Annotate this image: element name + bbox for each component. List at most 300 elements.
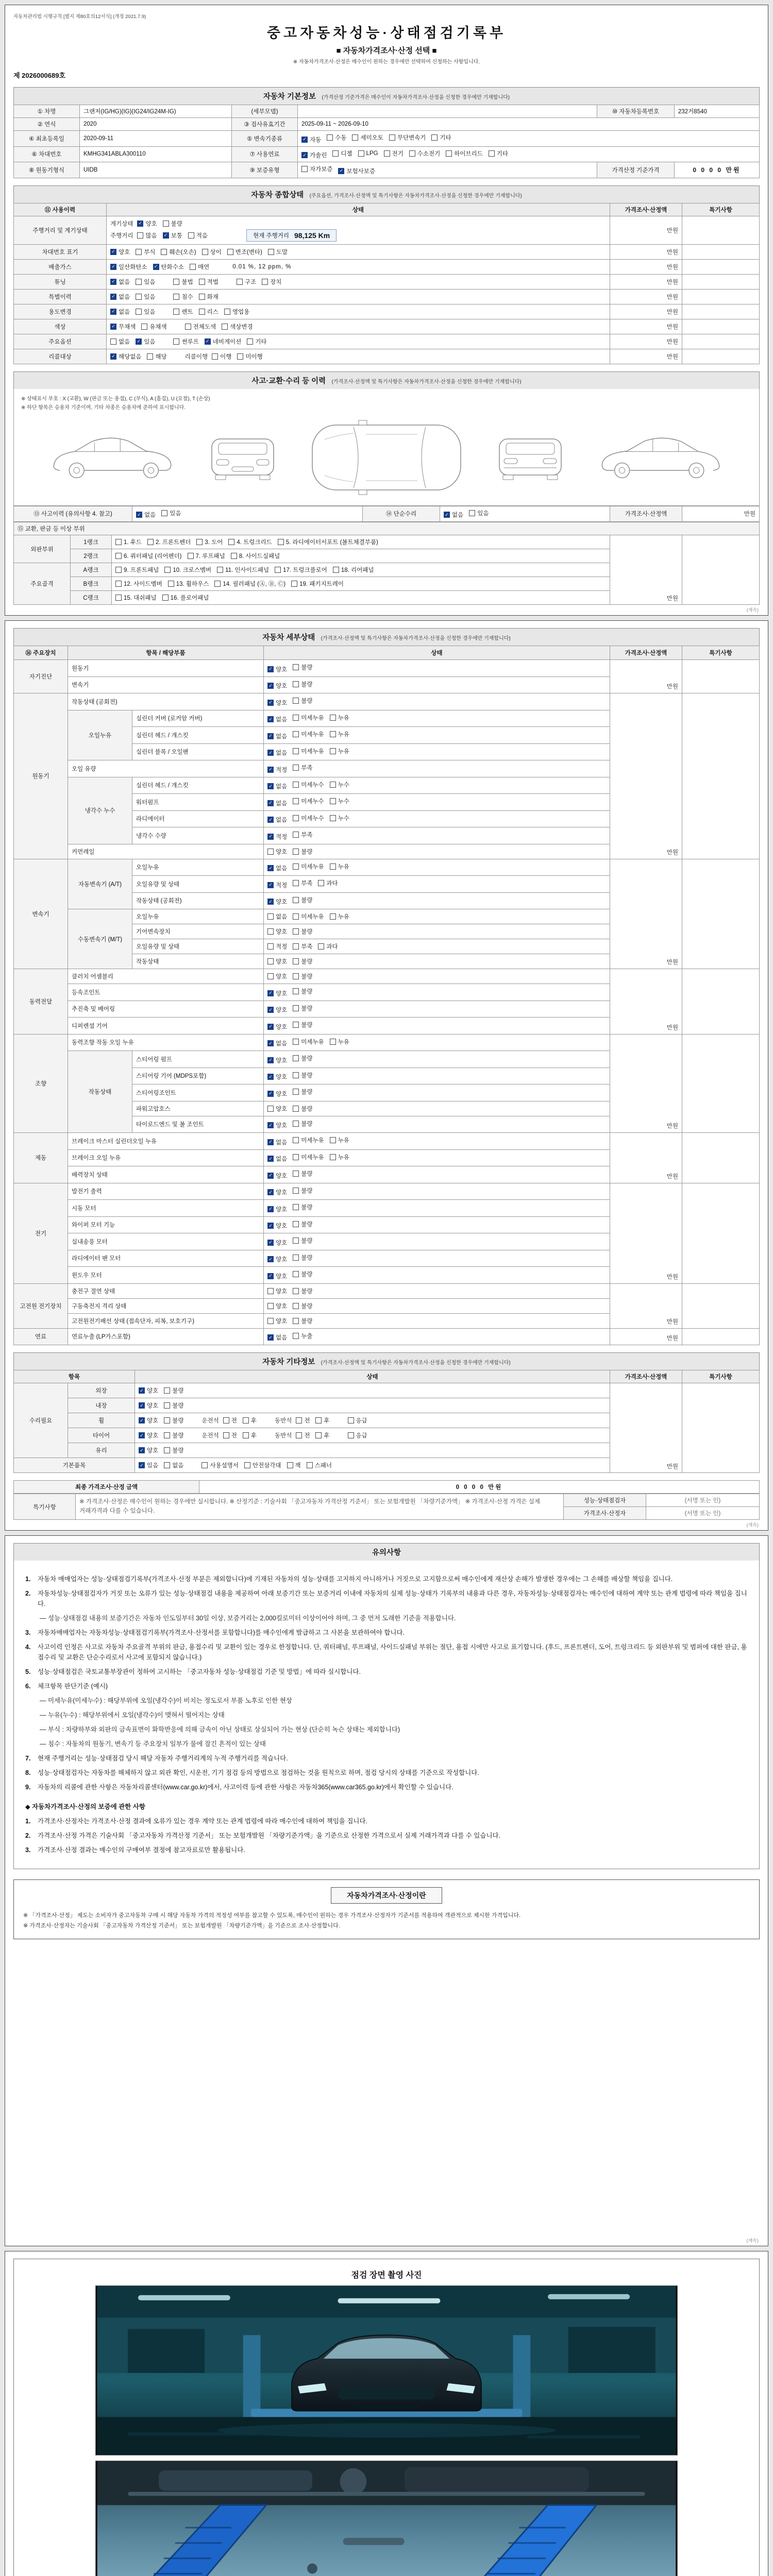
checkbox-option[interactable]	[293, 714, 324, 722]
checkbox[interactable]	[293, 1238, 299, 1244]
checkbox-option[interactable]	[348, 1431, 367, 1439]
checkbox[interactable]	[168, 581, 174, 587]
checkbox-option[interactable]	[293, 862, 324, 871]
checkbox[interactable]	[141, 324, 147, 330]
checkbox-option[interactable]	[196, 538, 223, 546]
checkbox[interactable]: ✓	[110, 324, 116, 330]
checkbox[interactable]	[163, 221, 169, 227]
checkbox[interactable]	[267, 958, 274, 964]
checkbox-option[interactable]	[330, 797, 349, 805]
checkbox-option[interactable]	[267, 864, 287, 872]
checkbox-option[interactable]	[327, 133, 346, 142]
checkbox-option[interactable]	[330, 862, 349, 871]
checkbox-option[interactable]	[332, 149, 352, 158]
checkbox-option[interactable]	[348, 1416, 367, 1425]
checkbox-option[interactable]	[136, 248, 155, 256]
checkbox-option[interactable]	[115, 538, 142, 546]
checkbox[interactable]	[293, 1221, 299, 1227]
checkbox-option[interactable]	[446, 149, 483, 158]
checkbox-option[interactable]	[293, 1038, 324, 1046]
checkbox-option[interactable]	[164, 1461, 183, 1469]
checkbox-option[interactable]	[224, 308, 249, 316]
checkbox-option[interactable]	[173, 278, 193, 286]
checkbox-option[interactable]	[301, 165, 332, 173]
checkbox-option[interactable]	[301, 135, 321, 144]
checkbox[interactable]	[330, 748, 336, 754]
checkbox[interactable]	[352, 134, 358, 141]
checkbox-option[interactable]	[267, 715, 287, 723]
checkbox-option[interactable]	[115, 594, 157, 602]
checkbox[interactable]	[278, 539, 284, 545]
checkbox[interactable]	[293, 748, 299, 754]
checkbox-option[interactable]	[237, 278, 256, 286]
checkbox-option[interactable]	[267, 766, 287, 774]
checkbox[interactable]: ✓	[267, 865, 274, 871]
checkbox[interactable]: ✓	[110, 279, 116, 285]
checkbox[interactable]	[318, 880, 324, 886]
checkbox-option[interactable]	[293, 680, 312, 688]
checkbox[interactable]	[199, 279, 205, 285]
checkbox[interactable]	[164, 1447, 170, 1453]
checkbox-option[interactable]	[293, 942, 312, 951]
checkbox-option[interactable]	[315, 1416, 329, 1425]
checkbox[interactable]	[115, 595, 122, 601]
checkbox[interactable]	[293, 1005, 299, 1011]
checkbox[interactable]	[136, 249, 142, 255]
checkbox[interactable]	[243, 1432, 249, 1438]
checkbox-option[interactable]	[110, 248, 130, 256]
checkbox[interactable]: ✓	[153, 264, 159, 270]
checkbox[interactable]	[164, 1462, 170, 1468]
checkbox-option[interactable]	[267, 665, 287, 673]
checkbox[interactable]: ✓	[267, 1240, 274, 1246]
checkbox[interactable]	[330, 863, 336, 870]
checkbox-option[interactable]	[110, 263, 147, 271]
checkbox-option[interactable]	[267, 782, 287, 790]
checkbox[interactable]	[446, 150, 452, 157]
checkbox-option[interactable]	[389, 133, 426, 142]
checkbox[interactable]	[333, 567, 339, 573]
checkbox-option[interactable]	[164, 1416, 183, 1425]
checkbox-option[interactable]	[267, 989, 287, 997]
checkbox-option[interactable]	[431, 133, 451, 142]
checkbox-option[interactable]	[161, 509, 181, 517]
checkbox-option[interactable]	[267, 1121, 287, 1129]
checkbox[interactable]	[262, 279, 268, 285]
checkbox[interactable]	[293, 1089, 299, 1095]
checkbox-option[interactable]	[185, 323, 216, 331]
checkbox[interactable]	[489, 150, 495, 157]
checkbox-option[interactable]	[267, 1287, 287, 1295]
checkbox[interactable]: ✓	[267, 834, 274, 840]
checkbox-option[interactable]	[173, 308, 193, 316]
checkbox[interactable]: ✓	[110, 353, 116, 360]
checkbox[interactable]	[267, 1288, 274, 1294]
checkbox-option[interactable]	[330, 1153, 349, 1161]
checkbox-option[interactable]	[293, 1187, 312, 1195]
checkbox-option[interactable]	[173, 337, 198, 346]
checkbox[interactable]	[267, 849, 274, 855]
checkbox[interactable]	[267, 973, 274, 979]
checkbox[interactable]: ✓	[205, 338, 211, 345]
checkbox[interactable]: ✓	[267, 1139, 274, 1145]
checkbox[interactable]: ✓	[267, 990, 274, 996]
checkbox-option[interactable]	[293, 1270, 312, 1278]
checkbox[interactable]	[293, 1022, 299, 1028]
checkbox-option[interactable]	[163, 219, 182, 228]
checkbox-option[interactable]	[293, 1220, 312, 1228]
checkbox-option[interactable]	[267, 1138, 287, 1146]
checkbox[interactable]	[293, 1271, 299, 1277]
checkbox-option[interactable]	[267, 1172, 287, 1180]
checkbox-option[interactable]	[262, 278, 281, 286]
checkbox[interactable]	[315, 1432, 322, 1438]
checkbox[interactable]: ✓	[267, 1091, 274, 1097]
checkbox[interactable]: ✓	[137, 221, 143, 227]
checkbox[interactable]	[293, 863, 299, 870]
checkbox[interactable]	[188, 553, 194, 559]
checkbox[interactable]	[318, 943, 324, 950]
checkbox[interactable]	[227, 249, 233, 255]
checkbox-option[interactable]	[153, 263, 184, 271]
checkbox-option[interactable]	[293, 764, 312, 772]
checkbox-option[interactable]	[115, 566, 159, 574]
checkbox-option[interactable]	[110, 323, 136, 331]
checkbox-option[interactable]	[293, 1071, 312, 1079]
checkbox[interactable]	[293, 958, 299, 964]
checkbox-option[interactable]	[296, 1416, 310, 1425]
checkbox[interactable]: ✓	[136, 512, 142, 518]
checkbox[interactable]	[164, 1402, 170, 1409]
checkbox[interactable]	[301, 166, 308, 172]
checkbox-option[interactable]	[293, 1105, 312, 1113]
checkbox[interactable]	[330, 782, 336, 788]
checkbox-option[interactable]	[199, 278, 219, 286]
checkbox[interactable]	[293, 1137, 299, 1143]
checkbox-option[interactable]	[315, 1431, 329, 1439]
checkbox-option[interactable]	[291, 580, 344, 588]
checkbox[interactable]	[115, 567, 122, 573]
checkbox[interactable]: ✓	[110, 309, 116, 315]
checkbox[interactable]: ✓	[163, 232, 169, 239]
checkbox[interactable]	[330, 1137, 336, 1143]
checkbox-option[interactable]	[214, 580, 285, 588]
checkbox[interactable]	[147, 539, 154, 545]
checkbox-option[interactable]	[223, 1416, 237, 1425]
checkbox-option[interactable]	[267, 732, 287, 740]
checkbox[interactable]	[164, 1432, 170, 1438]
checkbox[interactable]	[228, 539, 234, 545]
checkbox[interactable]	[267, 943, 274, 950]
checkbox-option[interactable]	[293, 1170, 312, 1178]
checkbox-option[interactable]	[278, 538, 378, 546]
checkbox[interactable]	[293, 1204, 299, 1210]
checkbox[interactable]	[384, 150, 390, 157]
checkbox[interactable]: ✓	[139, 1462, 145, 1468]
checkbox-option[interactable]	[137, 219, 157, 228]
checkbox[interactable]: ✓	[267, 783, 274, 789]
checkbox-option[interactable]	[330, 747, 349, 755]
checkbox[interactable]	[330, 715, 336, 721]
checkbox-option[interactable]	[287, 1461, 301, 1469]
checkbox[interactable]	[136, 294, 142, 300]
checkbox-option[interactable]	[110, 308, 130, 316]
checkbox-option[interactable]	[267, 1255, 287, 1263]
checkbox[interactable]	[243, 1417, 249, 1423]
checkbox[interactable]: ✓	[267, 1273, 274, 1279]
checkbox-option[interactable]	[268, 248, 288, 256]
checkbox[interactable]	[115, 539, 122, 545]
checkbox-option[interactable]	[293, 1287, 312, 1295]
checkbox-option[interactable]	[358, 150, 378, 157]
checkbox[interactable]	[223, 1417, 229, 1423]
checkbox[interactable]	[164, 1417, 170, 1423]
checkbox-option[interactable]	[293, 1203, 312, 1211]
checkbox[interactable]	[173, 309, 179, 315]
checkbox[interactable]	[293, 664, 299, 670]
checkbox-option[interactable]	[228, 538, 272, 546]
checkbox[interactable]	[190, 264, 196, 270]
checkbox-option[interactable]	[293, 1120, 312, 1128]
checkbox-option[interactable]	[293, 747, 324, 755]
checkbox[interactable]: ✓	[267, 1057, 274, 1063]
checkbox[interactable]	[330, 798, 336, 804]
checkbox-option[interactable]	[267, 816, 287, 824]
checkbox-option[interactable]	[212, 352, 231, 361]
checkbox[interactable]	[293, 988, 299, 994]
checkbox-option[interactable]	[293, 1253, 312, 1262]
checkbox-option[interactable]	[267, 848, 287, 856]
checkbox-option[interactable]	[301, 151, 327, 159]
checkbox[interactable]	[293, 943, 299, 950]
checkbox[interactable]	[231, 553, 237, 559]
checkbox[interactable]: ✓	[301, 137, 308, 143]
checkbox-option[interactable]	[293, 831, 312, 839]
checkbox[interactable]: ✓	[267, 1040, 274, 1046]
checkbox[interactable]	[307, 1462, 313, 1468]
checkbox-option[interactable]	[333, 566, 374, 574]
checkbox-option[interactable]	[164, 1446, 183, 1454]
checkbox[interactable]	[147, 353, 153, 360]
checkbox-option[interactable]	[267, 833, 287, 841]
checkbox-option[interactable]	[384, 149, 404, 158]
checkbox[interactable]	[296, 1417, 302, 1423]
checkbox-option[interactable]	[293, 912, 324, 921]
checkbox-option[interactable]	[267, 881, 287, 889]
checkbox-option[interactable]	[267, 749, 287, 757]
checkbox-option[interactable]	[136, 337, 155, 346]
checkbox[interactable]	[212, 353, 218, 360]
checkbox-option[interactable]	[205, 337, 242, 346]
checkbox-option[interactable]	[267, 699, 287, 707]
checkbox-option[interactable]	[147, 538, 191, 546]
checkbox[interactable]	[293, 1333, 299, 1339]
checkbox[interactable]	[330, 1039, 336, 1045]
checkbox[interactable]	[332, 150, 339, 157]
checkbox-option[interactable]	[136, 308, 155, 316]
checkbox[interactable]: ✓	[267, 767, 274, 773]
checkbox[interactable]	[173, 294, 179, 300]
checkbox-option[interactable]	[409, 149, 440, 158]
checkbox-option[interactable]	[110, 352, 141, 361]
checkbox[interactable]	[296, 1432, 302, 1438]
checkbox[interactable]	[293, 798, 299, 804]
checkbox[interactable]	[173, 279, 179, 285]
checkbox-option[interactable]	[293, 1136, 324, 1144]
checkbox[interactable]	[409, 150, 415, 157]
checkbox[interactable]	[164, 567, 171, 573]
checkbox[interactable]: ✓	[267, 817, 274, 823]
checkbox-option[interactable]	[267, 1023, 287, 1031]
checkbox[interactable]	[348, 1432, 354, 1438]
checkbox[interactable]: ✓	[267, 750, 274, 756]
checkbox[interactable]	[315, 1417, 322, 1423]
checkbox-option[interactable]	[137, 231, 157, 240]
checkbox-option[interactable]	[147, 352, 166, 361]
checkbox-option[interactable]	[330, 814, 349, 822]
checkbox[interactable]: ✓	[267, 1173, 274, 1179]
checkbox-option[interactable]	[293, 1021, 312, 1029]
checkbox[interactable]	[237, 353, 243, 360]
checkbox-option[interactable]	[293, 1302, 312, 1310]
checkbox[interactable]	[293, 1055, 299, 1061]
checkbox-option[interactable]	[243, 1416, 257, 1425]
checkbox-option[interactable]	[293, 1054, 312, 1062]
checkbox-option[interactable]	[267, 1056, 287, 1064]
checkbox[interactable]	[293, 849, 299, 855]
checkbox[interactable]: ✓	[110, 249, 116, 255]
checkbox-option[interactable]	[267, 682, 287, 690]
checkbox-option[interactable]	[293, 1317, 312, 1325]
checkbox[interactable]	[358, 150, 364, 157]
checkbox-option[interactable]	[136, 278, 155, 286]
checkbox[interactable]	[173, 338, 179, 345]
checkbox-option[interactable]	[267, 972, 287, 980]
checkbox-option[interactable]	[237, 352, 262, 361]
checkbox[interactable]	[389, 134, 395, 141]
checkbox[interactable]: ✓	[267, 666, 274, 672]
checkbox[interactable]: ✓	[267, 899, 274, 905]
checkbox-option[interactable]	[267, 1302, 287, 1310]
checkbox[interactable]	[348, 1417, 354, 1423]
checkbox-option[interactable]	[293, 663, 312, 671]
checkbox[interactable]: ✓	[267, 800, 274, 806]
checkbox[interactable]	[293, 928, 299, 935]
checkbox-option[interactable]	[110, 278, 130, 286]
checkbox-option[interactable]	[139, 1461, 158, 1469]
checkbox[interactable]: ✓	[338, 168, 344, 174]
checkbox[interactable]: ✓	[139, 1417, 145, 1423]
checkbox-option[interactable]	[188, 231, 208, 240]
checkbox[interactable]: ✓	[267, 716, 274, 722]
checkbox-option[interactable]	[227, 248, 262, 256]
checkbox-option[interactable]	[489, 149, 508, 158]
checkbox-option[interactable]	[267, 1188, 287, 1196]
checkbox-option[interactable]	[161, 248, 196, 256]
checkbox-option[interactable]	[110, 337, 130, 346]
checkbox[interactable]	[267, 1318, 274, 1324]
checkbox[interactable]	[293, 1303, 299, 1309]
checkbox-option[interactable]	[168, 580, 209, 588]
checkbox[interactable]	[293, 715, 299, 721]
checkbox[interactable]	[293, 681, 299, 687]
checkbox[interactable]	[161, 249, 167, 255]
checkbox[interactable]	[244, 1462, 250, 1468]
checkbox[interactable]	[275, 567, 281, 573]
checkbox[interactable]: ✓	[139, 1432, 145, 1438]
checkbox[interactable]	[267, 928, 274, 935]
checkbox-option[interactable]	[267, 1155, 287, 1163]
checkbox-option[interactable]	[267, 1090, 287, 1098]
checkbox[interactable]	[267, 1106, 274, 1112]
checkbox[interactable]	[224, 309, 230, 315]
checkbox[interactable]: ✓	[267, 1334, 274, 1341]
checkbox-option[interactable]	[293, 730, 324, 738]
checkbox[interactable]	[293, 731, 299, 737]
checkbox-option[interactable]	[293, 1004, 312, 1012]
checkbox[interactable]: ✓	[267, 1074, 274, 1080]
checkbox[interactable]	[202, 249, 208, 255]
checkbox[interactable]	[267, 1303, 274, 1309]
checkbox[interactable]: ✓	[267, 1206, 274, 1212]
checkbox-option[interactable]	[136, 293, 155, 301]
checkbox[interactable]: ✓	[444, 512, 450, 518]
checkbox-option[interactable]	[199, 308, 219, 316]
checkbox[interactable]	[136, 279, 142, 285]
checkbox-option[interactable]	[267, 1317, 287, 1325]
checkbox[interactable]	[164, 1387, 170, 1394]
checkbox-option[interactable]	[267, 957, 287, 965]
checkbox-option[interactable]	[267, 1239, 287, 1247]
checkbox[interactable]	[267, 913, 274, 920]
checkbox[interactable]	[469, 510, 475, 516]
checkbox[interactable]: ✓	[267, 1122, 274, 1128]
checkbox-option[interactable]	[190, 263, 209, 271]
checkbox[interactable]: ✓	[110, 264, 116, 270]
checkbox[interactable]	[293, 782, 299, 788]
checkbox-option[interactable]	[217, 566, 269, 574]
checkbox-option[interactable]	[267, 1105, 287, 1113]
checkbox-option[interactable]	[275, 566, 327, 574]
checkbox-option[interactable]	[267, 1073, 287, 1081]
checkbox-option[interactable]	[338, 167, 375, 175]
checkbox[interactable]	[293, 698, 299, 704]
checkbox-option[interactable]	[330, 714, 349, 722]
checkbox-option[interactable]	[244, 1461, 281, 1469]
checkbox-option[interactable]	[115, 580, 162, 588]
checkbox[interactable]	[222, 324, 228, 330]
checkbox[interactable]	[291, 581, 297, 587]
checkbox[interactable]	[293, 1255, 299, 1261]
checkbox[interactable]: ✓	[267, 1223, 274, 1229]
checkbox-option[interactable]	[293, 1153, 324, 1161]
checkbox[interactable]: ✓	[136, 338, 142, 345]
checkbox[interactable]	[330, 913, 336, 920]
checkbox[interactable]	[162, 595, 169, 601]
checkbox-option[interactable]	[267, 1333, 287, 1342]
checkbox-option[interactable]	[293, 987, 312, 995]
checkbox[interactable]: ✓	[139, 1447, 145, 1453]
checkbox-option[interactable]	[139, 1446, 158, 1454]
checkbox-option[interactable]	[293, 879, 312, 887]
checkbox-option[interactable]	[136, 511, 156, 519]
checkbox-option[interactable]	[267, 942, 287, 951]
checkbox[interactable]	[188, 232, 194, 239]
checkbox[interactable]	[137, 232, 143, 239]
checkbox-option[interactable]	[469, 509, 489, 517]
checkbox[interactable]	[293, 765, 299, 771]
checkbox[interactable]: ✓	[267, 1024, 274, 1030]
